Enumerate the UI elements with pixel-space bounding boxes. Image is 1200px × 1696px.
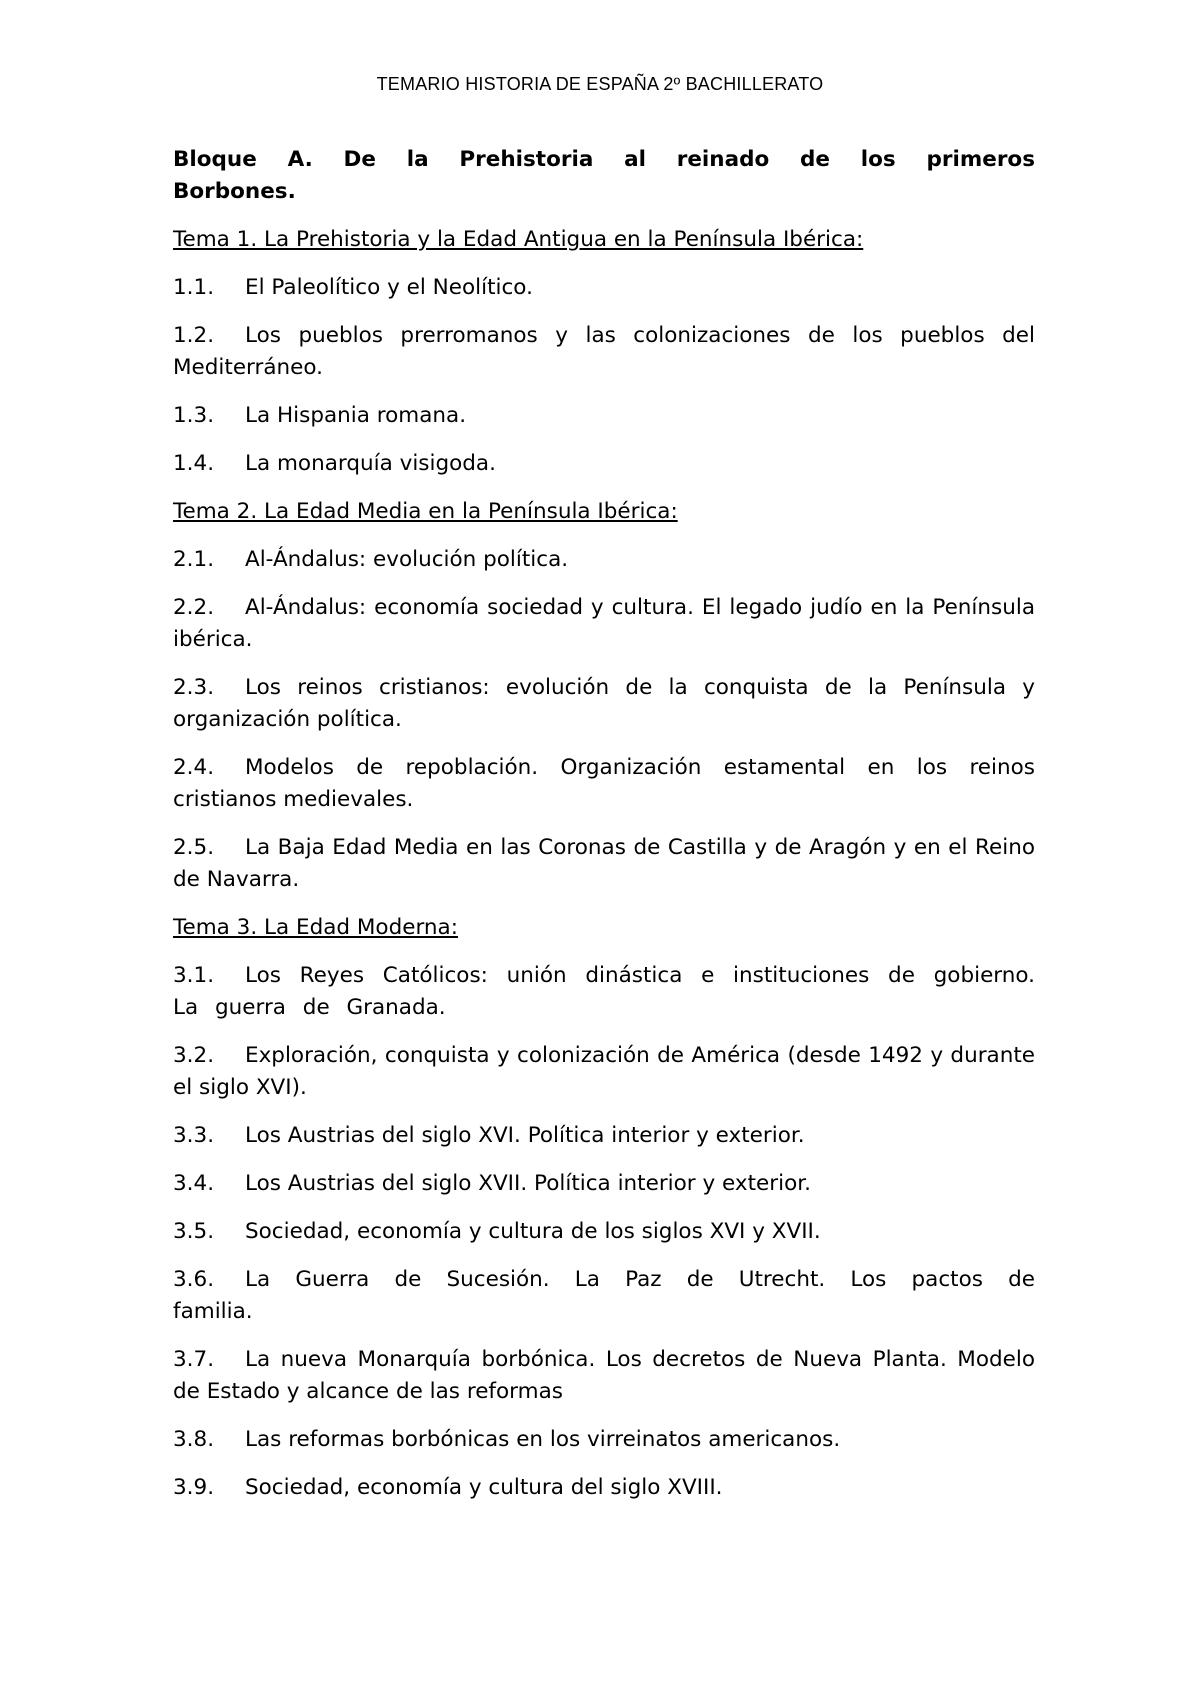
topic-item <box>173 1424 1035 1456</box>
topic-text: Exploración, conquista y colonización de América (desde 1492 y durante el siglo XVI). <box>173 1043 1035 1100</box>
topic-item <box>173 1216 1035 1248</box>
topic-number: 1.3. <box>173 403 215 428</box>
topic-text: Los Austrias del siglo XVII. Política interior y exterior. <box>245 1171 811 1196</box>
topic-text: Al-Ándalus: evolución política. <box>245 547 569 572</box>
topic-item <box>173 1472 1035 1504</box>
tema-heading: Tema 2. La Edad Media en la Península Ibérica: <box>173 499 678 524</box>
bloque-heading: Bloque A. De la Prehistoria al reinado de los primeros Borbones. <box>173 147 1035 204</box>
topic-number: 2.5. <box>173 835 215 860</box>
topic-text: Las reformas borbónicas en los virreinatos americanos. <box>245 1427 841 1452</box>
topic-number: 2.2. <box>173 595 215 620</box>
topic-text: Los reinos cristianos: evolución de la conquista de la Península y organización política. <box>173 675 1035 732</box>
topic-item <box>173 592 1035 656</box>
topic-item <box>173 448 1035 480</box>
topic-item <box>173 272 1035 304</box>
topic-text: Los Austrias del siglo XVI. Política interior y exterior. <box>245 1123 805 1148</box>
topic-text: Al-Ándalus: economía sociedad y cultura. El legado judío en la Península ibérica. <box>173 595 1035 652</box>
topic-text: Los pueblos prerromanos y las colonizaciones de los pueblos del Mediterráneo. <box>173 323 1035 380</box>
topic-item <box>173 1040 1035 1104</box>
topic-number: 3.6. <box>173 1267 215 1292</box>
document-body <box>173 144 1035 1520</box>
topic-number: 3.7. <box>173 1347 215 1372</box>
topic-number: 3.5. <box>173 1219 215 1244</box>
topic-item <box>173 752 1035 816</box>
topic-number: 1.2. <box>173 323 215 348</box>
topic-item <box>173 832 1035 896</box>
topic-text: El Paleolítico y el Neolítico. <box>245 275 533 300</box>
topic-item <box>173 544 1035 576</box>
topic-item <box>173 400 1035 432</box>
topic-number: 3.3. <box>173 1123 215 1148</box>
page-header: TEMARIO HISTORIA DE ESPAÑA 2º BACHILLERATO <box>376 74 824 94</box>
topic-item <box>173 1120 1035 1152</box>
topic-number: 3.1. <box>173 963 215 988</box>
tema-heading: Tema 1. La Prehistoria y la Edad Antigua en la Península Ibérica: <box>173 227 864 252</box>
topic-text: Modelos de repoblación. Organización estamental en los reinos cristianos medievales. <box>173 755 1035 812</box>
topic-item <box>173 960 1035 1024</box>
topic-text: La Baja Edad Media en las Coronas de Castilla y de Aragón y en el Reino de Navarra. <box>173 835 1035 892</box>
topic-number: 1.4. <box>173 451 215 476</box>
topic-number: 3.9. <box>173 1475 215 1500</box>
topic-number: 1.1. <box>173 275 215 300</box>
topic-number: 2.1. <box>173 547 215 572</box>
topic-text: La nueva Monarquía borbónica. Los decretos de Nueva Planta. Modelo de Estado y alcance de las reformas <box>173 1347 1035 1404</box>
topic-item <box>173 320 1035 384</box>
topic-text: Los Reyes Católicos: unión dinástica e instituciones de gobierno. La guerra de Granada. <box>173 963 1035 1020</box>
topic-number: 2.3. <box>173 675 215 700</box>
topic-text: La monarquía visigoda. <box>245 451 496 476</box>
topic-number: 3.2. <box>173 1043 215 1068</box>
topic-item <box>173 672 1035 736</box>
topic-text: La Hispania romana. <box>245 403 467 428</box>
topic-text: La Guerra de Sucesión. La Paz de Utrecht. Los pactos de familia. <box>173 1267 1035 1324</box>
topic-item <box>173 1168 1035 1200</box>
topic-number: 2.4. <box>173 755 215 780</box>
tema-heading: Tema 3. La Edad Moderna: <box>173 915 458 940</box>
topic-text: Sociedad, economía y cultura de los siglos XVI y XVII. <box>245 1219 821 1244</box>
topic-number: 3.4. <box>173 1171 215 1196</box>
topic-item <box>173 1344 1035 1408</box>
topic-item <box>173 1264 1035 1328</box>
topic-text: Sociedad, economía y cultura del siglo XVIII. <box>245 1475 723 1500</box>
topic-number: 3.8. <box>173 1427 215 1452</box>
